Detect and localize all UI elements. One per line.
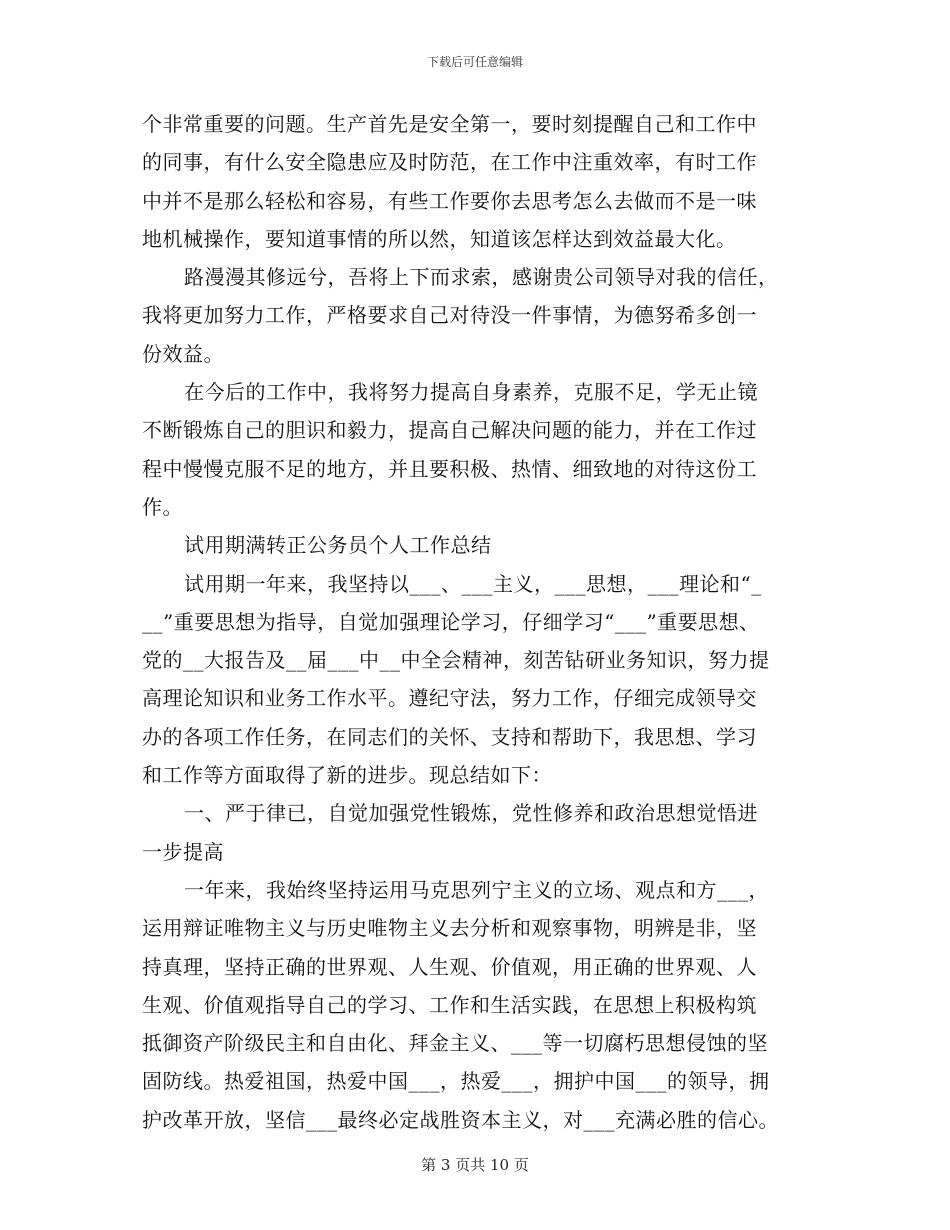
document-body: [142, 105, 807, 1139]
text-line: 护改革开放，坚信___最终必定战胜资本主义，对___充满必胜的信心。: [142, 1107, 779, 1132]
text-line: 程中慢慢克服不足的地方，并且要积极、热情、细致地的对待这份工: [142, 456, 757, 481]
text-line: 我将更加努力工作，严格要求自己对待没一件事情，为德努希多创一: [142, 303, 757, 328]
text-line: 路漫漫其修远兮，吾将上下而求索，感谢贵公司领导对我的信任，: [184, 265, 779, 290]
text-line: 一步提高: [142, 839, 224, 864]
text-line: 生观、价值观指导自己的学习、工作和生活实践，在思想上积极构筑: [142, 992, 757, 1017]
text-line: 运用辩证唯物主义与历史唯物主义去分析和观察事物，明辨是非，坚: [142, 916, 757, 941]
page-footer: 第 3 页共 10 页: [421, 1156, 529, 1174]
text-line: __”重要思想为指导，自觉加强理论学习，仔细学习“___”重要思想、: [142, 609, 760, 634]
text-line: 地机械操作，要知道事情的所以然，知道该怎样达到效益最大化。: [142, 226, 737, 251]
text-line: 办的各项工作任务，在同志们的关怀、支持和帮助下，我思想、学习: [142, 724, 757, 749]
text-line: 的同事，有什么安全隐患应及时防范，在工作中注重效率，有时工作: [142, 150, 757, 175]
text-line: 和工作等方面取得了新的进步。现总结如下：: [142, 763, 552, 788]
text-line: 高理论知识和业务工作水平。遵纪守法，努力工作，仔细完成领导交: [142, 686, 757, 711]
text-line: 个非常重要的问题。生产首先是安全第一，要时刻提醒自己和工作中: [142, 112, 757, 136]
text-line: 固防线。热爱祖国，热爱中国___，热爱___，拥护中国___的领导，拥: [142, 1069, 770, 1094]
text-line: 作。: [142, 494, 183, 519]
text-line: 份效益。: [142, 341, 224, 366]
text-line: 中并不是那么轻松和容易，有些工作要你去思考怎么去做而不是一味: [142, 188, 757, 213]
text-line: 党的__大报告及__届___中__中全会精神，刻苦钻研业务知识，努力提: [142, 648, 770, 673]
text-line: 抵御资产阶级民主和自由化、拜金主义、___等一切腐朽思想侵蚀的坚: [142, 1031, 768, 1056]
text-line: 试用期一年来，我坚持以___、___主义，___思想，___理论和“_: [184, 571, 762, 596]
text-line: 不断锻炼自己的胆识和毅力，提高自己解决问题的能力，并在工作过: [142, 418, 757, 443]
text-line: 持真理，坚持正确的世界观、人生观、价值观，用正确的世界观、人: [142, 954, 757, 979]
text-line: 在今后的工作中，我将努力提高自身素养，克服不足，学无止镜: [184, 380, 758, 405]
page-header: 下载后可任意编辑: [426, 55, 523, 69]
text-line: 一年来，我始终坚持运用马克思列宁主义的立场、观点和方___，: [184, 877, 769, 902]
text-line: 试用期满转正公务员个人工作总结: [184, 533, 492, 558]
text-line: 一、严于律已，自觉加强党性锻炼，党性修养和政治思想觉悟进: [184, 801, 758, 826]
